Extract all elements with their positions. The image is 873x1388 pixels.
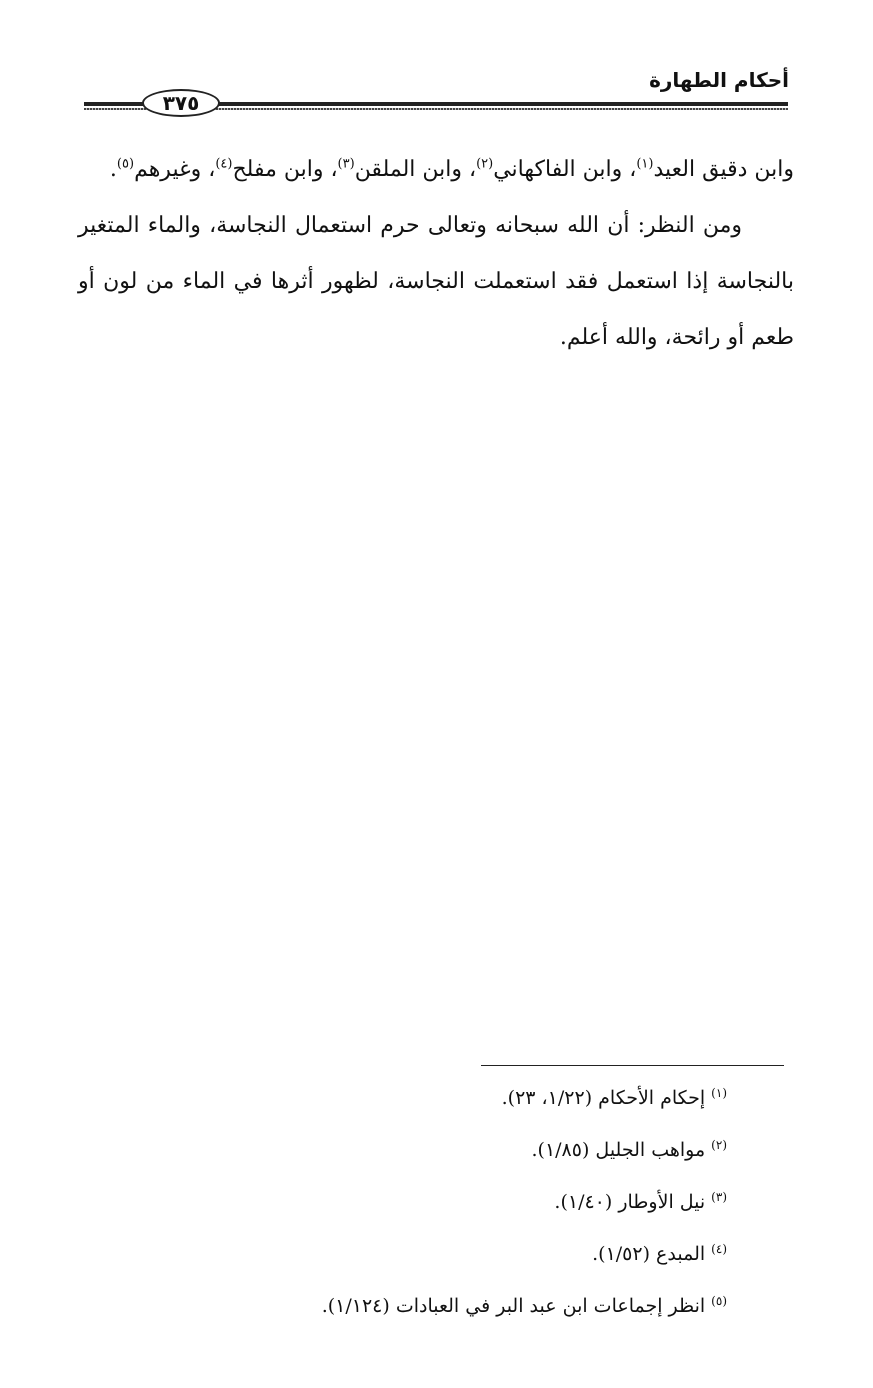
footnote-text: انظر إجماعات ابن عبد البر في العبادات (١/١٢٤). bbox=[321, 1295, 706, 1317]
page-number: ٣٧٥ bbox=[142, 89, 220, 117]
footnote-number: (٣) bbox=[711, 1189, 727, 1204]
footnote-ref: (٤) bbox=[215, 156, 233, 172]
footnote-separator bbox=[481, 1065, 784, 1066]
text-segment: وابن دقيق العيد bbox=[653, 157, 794, 182]
footnote-text: المبدع (١/٥٢). bbox=[592, 1243, 706, 1265]
footnote-text: إحكام الأحكام (١/٢٢، ٢٣). bbox=[501, 1087, 706, 1109]
paragraph-scholars bbox=[78, 142, 794, 198]
running-title: أحكام الطهارة bbox=[649, 68, 789, 92]
paragraph-reasoning: ومن النظر: أن الله سبحانه وتعالى حرم استعمال النجاسة، والماء المتغير بالنجاسة إذا استعمل فقد استعملت النجاسة، لظهور أثرها في الماء من لون أو طعم أو رائحة، والله أعلم. bbox=[78, 213, 794, 350]
footnote-ref: (٢) bbox=[476, 156, 494, 172]
footnote-number: (٢) bbox=[711, 1137, 727, 1152]
footnote-ref: (١) bbox=[636, 156, 654, 172]
footnote-text: نيل الأوطار (١/٤٠). bbox=[554, 1191, 706, 1213]
footnote-ref: (٣) bbox=[337, 156, 355, 172]
footnote-ref: (٥) bbox=[116, 156, 135, 172]
footnote-text: مواهب الجليل (١/٨٥). bbox=[531, 1139, 706, 1161]
footnote-item bbox=[127, 1072, 727, 1124]
footnotes bbox=[127, 1072, 727, 1332]
text-segment: . bbox=[109, 157, 117, 182]
text-segment: ، وابن مفلح bbox=[232, 157, 338, 182]
text-segment: ، وابن الملقن bbox=[354, 157, 477, 182]
footnote-item bbox=[127, 1280, 727, 1332]
footnote-item bbox=[127, 1124, 727, 1176]
footnote-item bbox=[127, 1176, 727, 1228]
footnote-number: (١) bbox=[711, 1085, 727, 1100]
footnote-number: (٤) bbox=[711, 1241, 727, 1256]
text-segment: ، وغيرهم bbox=[134, 157, 216, 182]
footnote-number: (٥) bbox=[711, 1293, 727, 1308]
body-text bbox=[78, 142, 794, 366]
footnote-item bbox=[127, 1228, 727, 1280]
text-segment: ، وابن الفاكهاني bbox=[493, 157, 637, 182]
